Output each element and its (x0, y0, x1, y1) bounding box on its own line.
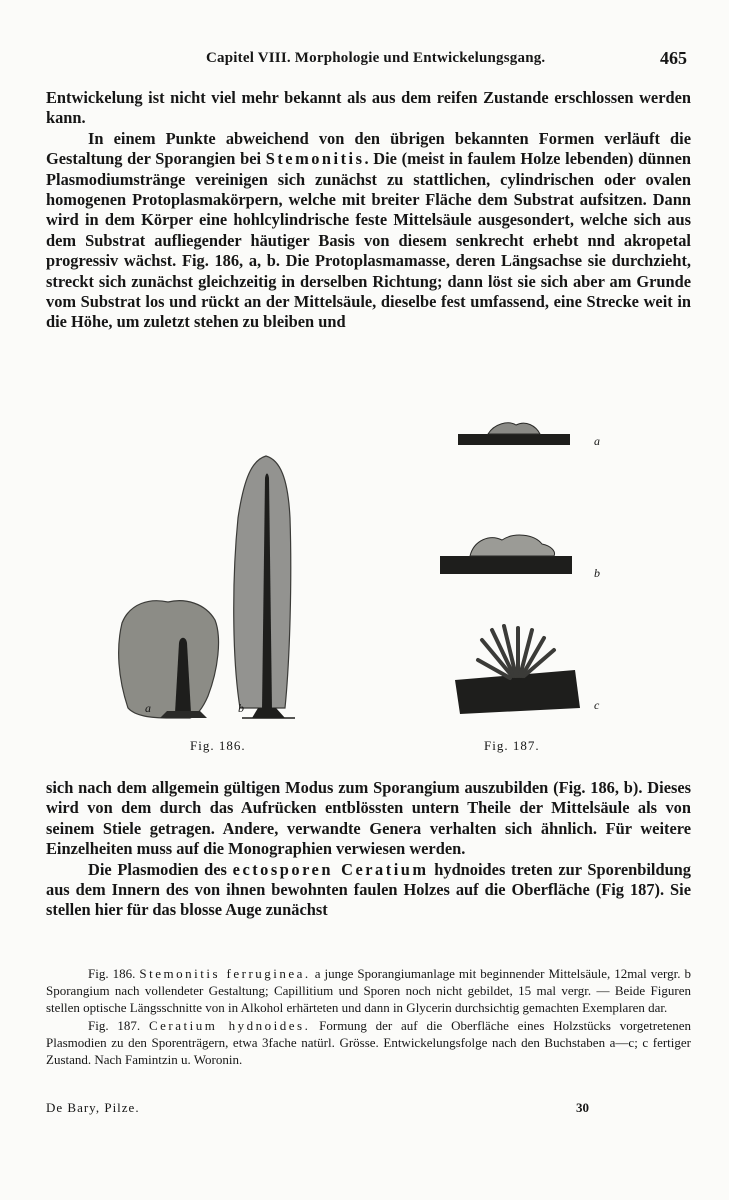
footnote-fig187: Fig. 187. Ceratium hydnoides. Formung der auf die Oberfläche eines Holzstücks vorgetretenen Plasmodien zu den Sporenträgern, etwa 3fache natürl. Grösse. Entwickelungsfolge nach den Buchstaben a—c; c fertiger Zustand. Nach Famintzin u. Woronin. (46, 1017, 691, 1068)
page-footer (46, 1100, 691, 1120)
ectosporen-ceratium: ectosporen Ceratium (232, 859, 429, 879)
paragraph-1: Entwickelung ist nicht viel mehr bekannt als aus dem reifen Zustande erschlossen werden kann. (46, 88, 691, 128)
chapter-title: Capitel VIII. Morphologie und Entwickelungsgang. (206, 50, 546, 66)
fig186-a-illustration (119, 601, 219, 718)
fig187-a-illustration (458, 423, 570, 445)
genus-name: Stemonitis (265, 149, 365, 169)
fig187-label-a: a (594, 434, 600, 448)
fig187-b-illustration (440, 535, 572, 574)
footer-author: De Bary, Pilze. (46, 1100, 140, 1115)
body-text-top (46, 88, 691, 333)
running-header (0, 50, 729, 74)
fig187-label-b: b (594, 566, 600, 580)
signature-mark: 30 (576, 1100, 589, 1115)
paragraph-2: In einem Punkte abweichend von den übrigen bekannten Formen verläuft die Gestaltung der Sporangien bei Stemonitis. Die (meist in faulem Holze lebenden) dünnen Plasmodiumstränge vereinigen sich zunächst zu stattlichen, cylindrischen oder ovalen homogenen Protoplasmakörpern, welche mit breiter Fläche dem Substrat aufsitzen. Dann wird in dem Körper eine hohlcylindrische feste Mittelsäule ausgesondert, welche sich aus dem Substrat aufliegender häutiger Basis von diesem senkrecht erhebt nnd akropetal progressiv wächst. Fig. 186, a, b. Die Protoplasmamasse, deren Längsachse sie durchzieht, streckt sich zunächst gleichzeitig in derselben Richtung; dann löst sie sich aber am Grunde vom Substrat los und rückt an der Mittelsäule, dieselbe fest umfassend, eine Strecke weit in die Höhe, um zuletzt stehen zu bleiben und (46, 128, 691, 332)
body-text-bottom (46, 778, 691, 921)
fig186-label-a: a (145, 701, 151, 715)
paragraph-4: Die Plasmodien des ectosporen Ceratium hydnoides treten zur Sporenbildung aus dem Innern des von ihnen bewohnten faulen Holzes auf die Oberfläche (Fig 187). Sie stellen hier für das blosse Auge zunächst (46, 859, 691, 920)
footnote-species-186: Stemonitis ferruginea. (139, 966, 311, 981)
figures-area (0, 408, 729, 768)
footnote-species-187: Ceratium hydnoides. (148, 1017, 311, 1033)
figure-illustrations (0, 408, 729, 768)
fig187-label-c: c (594, 698, 600, 712)
fig186-b-illustration (234, 456, 295, 718)
fig186-caption: Fig. 186. (190, 738, 246, 753)
fig186-label-b: b (238, 701, 244, 715)
fig187-caption: Fig. 187. (484, 738, 540, 753)
footnote-fig186: Fig. 186. Stemonitis ferruginea. a junge Sporangiumanlage mit beginnender Mittelsäule, 12mal vergr. b Sporangium nach vollendeter Gestaltung; Capillitium und Sporen noch nicht gebildet, 15 mal vergr. — Beide Figuren stellen optische Längsschnitte von in Alkohol erhärteten und dann in Glycerin durchsichtig gemachten Exemplaren dar. (46, 966, 692, 1016)
figure-footnotes (46, 965, 691, 1068)
fig187-c-illustration (455, 626, 580, 714)
page-number: 465 (660, 48, 687, 68)
paragraph-3: sich nach dem allgemein gültigen Modus zum Sporangium auszubilden (Fig. 186, b). Dieses wird von dem durch das Aufrücken entblössten untern Theile der Mittelsäule als von seinem Stiele getragen. Andere, verwandte Genera verhalten sich ähnlich. Für weitere Einzelheiten muss auf die Monographien verwiesen werden. (46, 778, 691, 859)
